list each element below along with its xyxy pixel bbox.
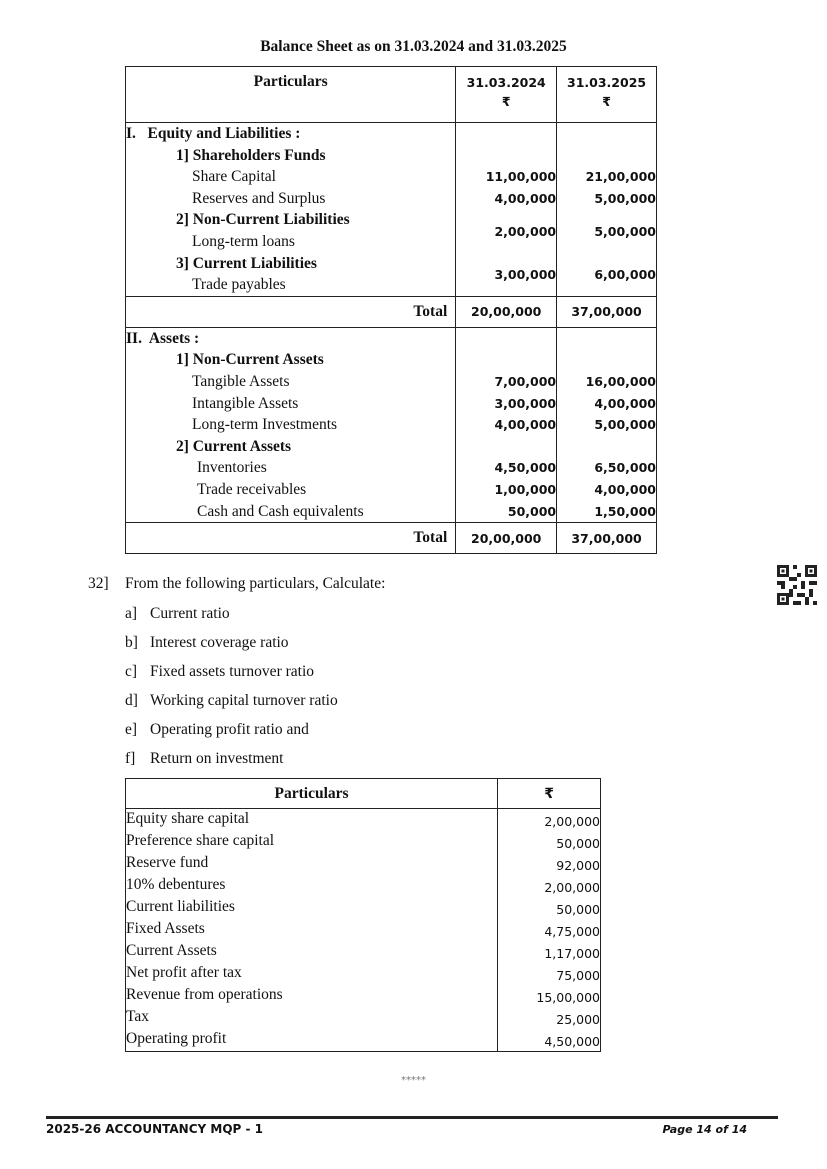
row-label: Net profit after tax xyxy=(126,964,242,981)
question-number: 32] xyxy=(88,575,109,592)
row-label: Revenue from operations xyxy=(126,986,283,1003)
row-label: 10% debentures xyxy=(126,876,226,893)
value-cell: 16,00,000 xyxy=(585,373,656,389)
value-cell: 50,000 xyxy=(507,503,557,519)
row-label: Cash and Cash equivalents xyxy=(197,502,364,520)
section-heading: I. Equity and Liabilities : xyxy=(126,125,301,142)
total-row xyxy=(126,523,657,554)
particulars-table xyxy=(125,778,601,1052)
row-label: Trade payables xyxy=(192,276,286,294)
row-label: Long-term Investments xyxy=(192,416,338,434)
subheading: 2] Current Assets xyxy=(176,437,292,455)
value-cell: 50,000 xyxy=(556,902,600,917)
row-label: Share Capital xyxy=(192,168,276,186)
question-item: c] Fixed assets turnover ratio xyxy=(125,663,315,680)
page-number: Page 14 of 14 xyxy=(662,1123,747,1136)
value-cell: 25,000 xyxy=(556,1012,600,1027)
row-label: Operating profit xyxy=(126,1030,227,1047)
balance-sheet-table xyxy=(125,66,657,554)
total-label: Total xyxy=(126,523,456,554)
footer-divider xyxy=(46,1116,778,1119)
section-heading: II. Assets : xyxy=(126,329,200,347)
row-label: Reserve fund xyxy=(126,854,209,871)
row-label: Equity share capital xyxy=(126,810,250,827)
question-item: a] Current ratio xyxy=(125,605,230,622)
value-cell: 3,00,000 xyxy=(494,395,557,411)
header-particulars: Particulars xyxy=(126,67,456,123)
value-cell: 2,00,000 xyxy=(544,814,600,829)
value-cell: 75,000 xyxy=(556,968,600,983)
total-label: Total xyxy=(126,296,456,327)
value-cell: 11,00,000 xyxy=(485,169,557,185)
question-item: e] Operating profit ratio and xyxy=(125,721,309,738)
value-cell: 50,000 xyxy=(556,836,600,851)
question-text: From the following particulars, Calculate: xyxy=(125,575,386,592)
question-item: f] Return on investment xyxy=(125,750,284,767)
row-label: Preference share capital xyxy=(126,832,275,849)
question-item: d] Working capital turnover ratio xyxy=(125,692,338,709)
value-cell: 92,000 xyxy=(556,858,600,873)
total-value: 37,00,000 xyxy=(557,296,657,327)
subheading: 1] Non-Current Assets xyxy=(176,351,324,369)
rupee-icon: ₹ xyxy=(498,779,601,809)
value-cell: 1,50,000 xyxy=(594,503,656,519)
value-cell: 6,50,000 xyxy=(594,460,656,476)
question-item: b] Interest coverage ratio xyxy=(125,634,289,651)
value-cell: 4,75,000 xyxy=(544,924,600,939)
value-cell: 5,00,000 xyxy=(594,190,656,206)
table-header-row xyxy=(126,779,601,809)
value-cell: 4,00,000 xyxy=(594,481,656,497)
row-label: Current Assets xyxy=(126,942,217,959)
end-marker: ***** xyxy=(401,1075,426,1086)
value-cell: 21,00,000 xyxy=(585,169,656,185)
total-value: 37,00,000 xyxy=(557,523,657,554)
value-cell: 5,00,000 xyxy=(594,223,656,239)
balance-sheet-title: Balance Sheet as on 31.03.2024 and 31.03.2025 xyxy=(260,38,567,55)
value-cell: 1,00,000 xyxy=(494,481,557,497)
total-value: 20,00,000 xyxy=(456,523,557,554)
header-particulars: Particulars xyxy=(126,779,498,809)
header-year-2024: 31.03.2024 ₹ xyxy=(456,67,557,123)
value-cell: 2,00,000 xyxy=(494,223,557,239)
row-label: Intangible Assets xyxy=(192,394,299,412)
subheading: 2] Non-Current Liabilities xyxy=(176,211,350,229)
value-cell: 15,00,000 xyxy=(536,990,600,1005)
row-label: Long-term loans xyxy=(192,232,295,250)
value-cell: 1,17,000 xyxy=(544,946,600,961)
value-cell: 4,00,000 xyxy=(494,190,557,206)
value-cell: 7,00,000 xyxy=(494,373,557,389)
value-cell: 4,50,000 xyxy=(494,460,557,476)
table-header-row xyxy=(126,67,657,123)
subheading: 3] Current Liabilities xyxy=(176,254,317,272)
question-items xyxy=(125,604,338,778)
total-row xyxy=(126,296,657,327)
row-label: Trade receivables xyxy=(197,480,307,498)
row-label: Tax xyxy=(126,1008,150,1025)
rupee-icon: ₹ xyxy=(501,94,511,109)
header-year-2025: 31.03.2025 ₹ xyxy=(557,67,657,123)
value-cell: 5,00,000 xyxy=(594,417,656,433)
value-cell: 3,00,000 xyxy=(494,267,557,283)
equity-liabilities-section xyxy=(126,123,657,297)
value-cell: 2,00,000 xyxy=(544,880,600,895)
qr-code-icon xyxy=(777,565,817,605)
assets-section xyxy=(126,327,657,522)
value-cell: 4,00,000 xyxy=(494,417,557,433)
rupee-icon: ₹ xyxy=(602,94,611,109)
value-cell: 6,00,000 xyxy=(594,267,656,283)
value-cell: 4,00,000 xyxy=(594,395,656,411)
table-body xyxy=(126,809,601,1052)
row-label: Fixed Assets xyxy=(126,920,205,937)
row-label: Inventories xyxy=(197,459,267,477)
value-cell: 4,50,000 xyxy=(544,1034,600,1049)
footer-title: 2025-26 ACCOUNTANCY MQP - 1 xyxy=(46,1122,264,1136)
row-label: Current liabilities xyxy=(126,898,235,915)
row-label: Tangible Assets xyxy=(192,372,290,390)
row-label: Reserves and Surplus xyxy=(192,189,326,207)
subheading: 1] Shareholders Funds xyxy=(176,146,326,164)
total-value: 20,00,000 xyxy=(456,296,557,327)
